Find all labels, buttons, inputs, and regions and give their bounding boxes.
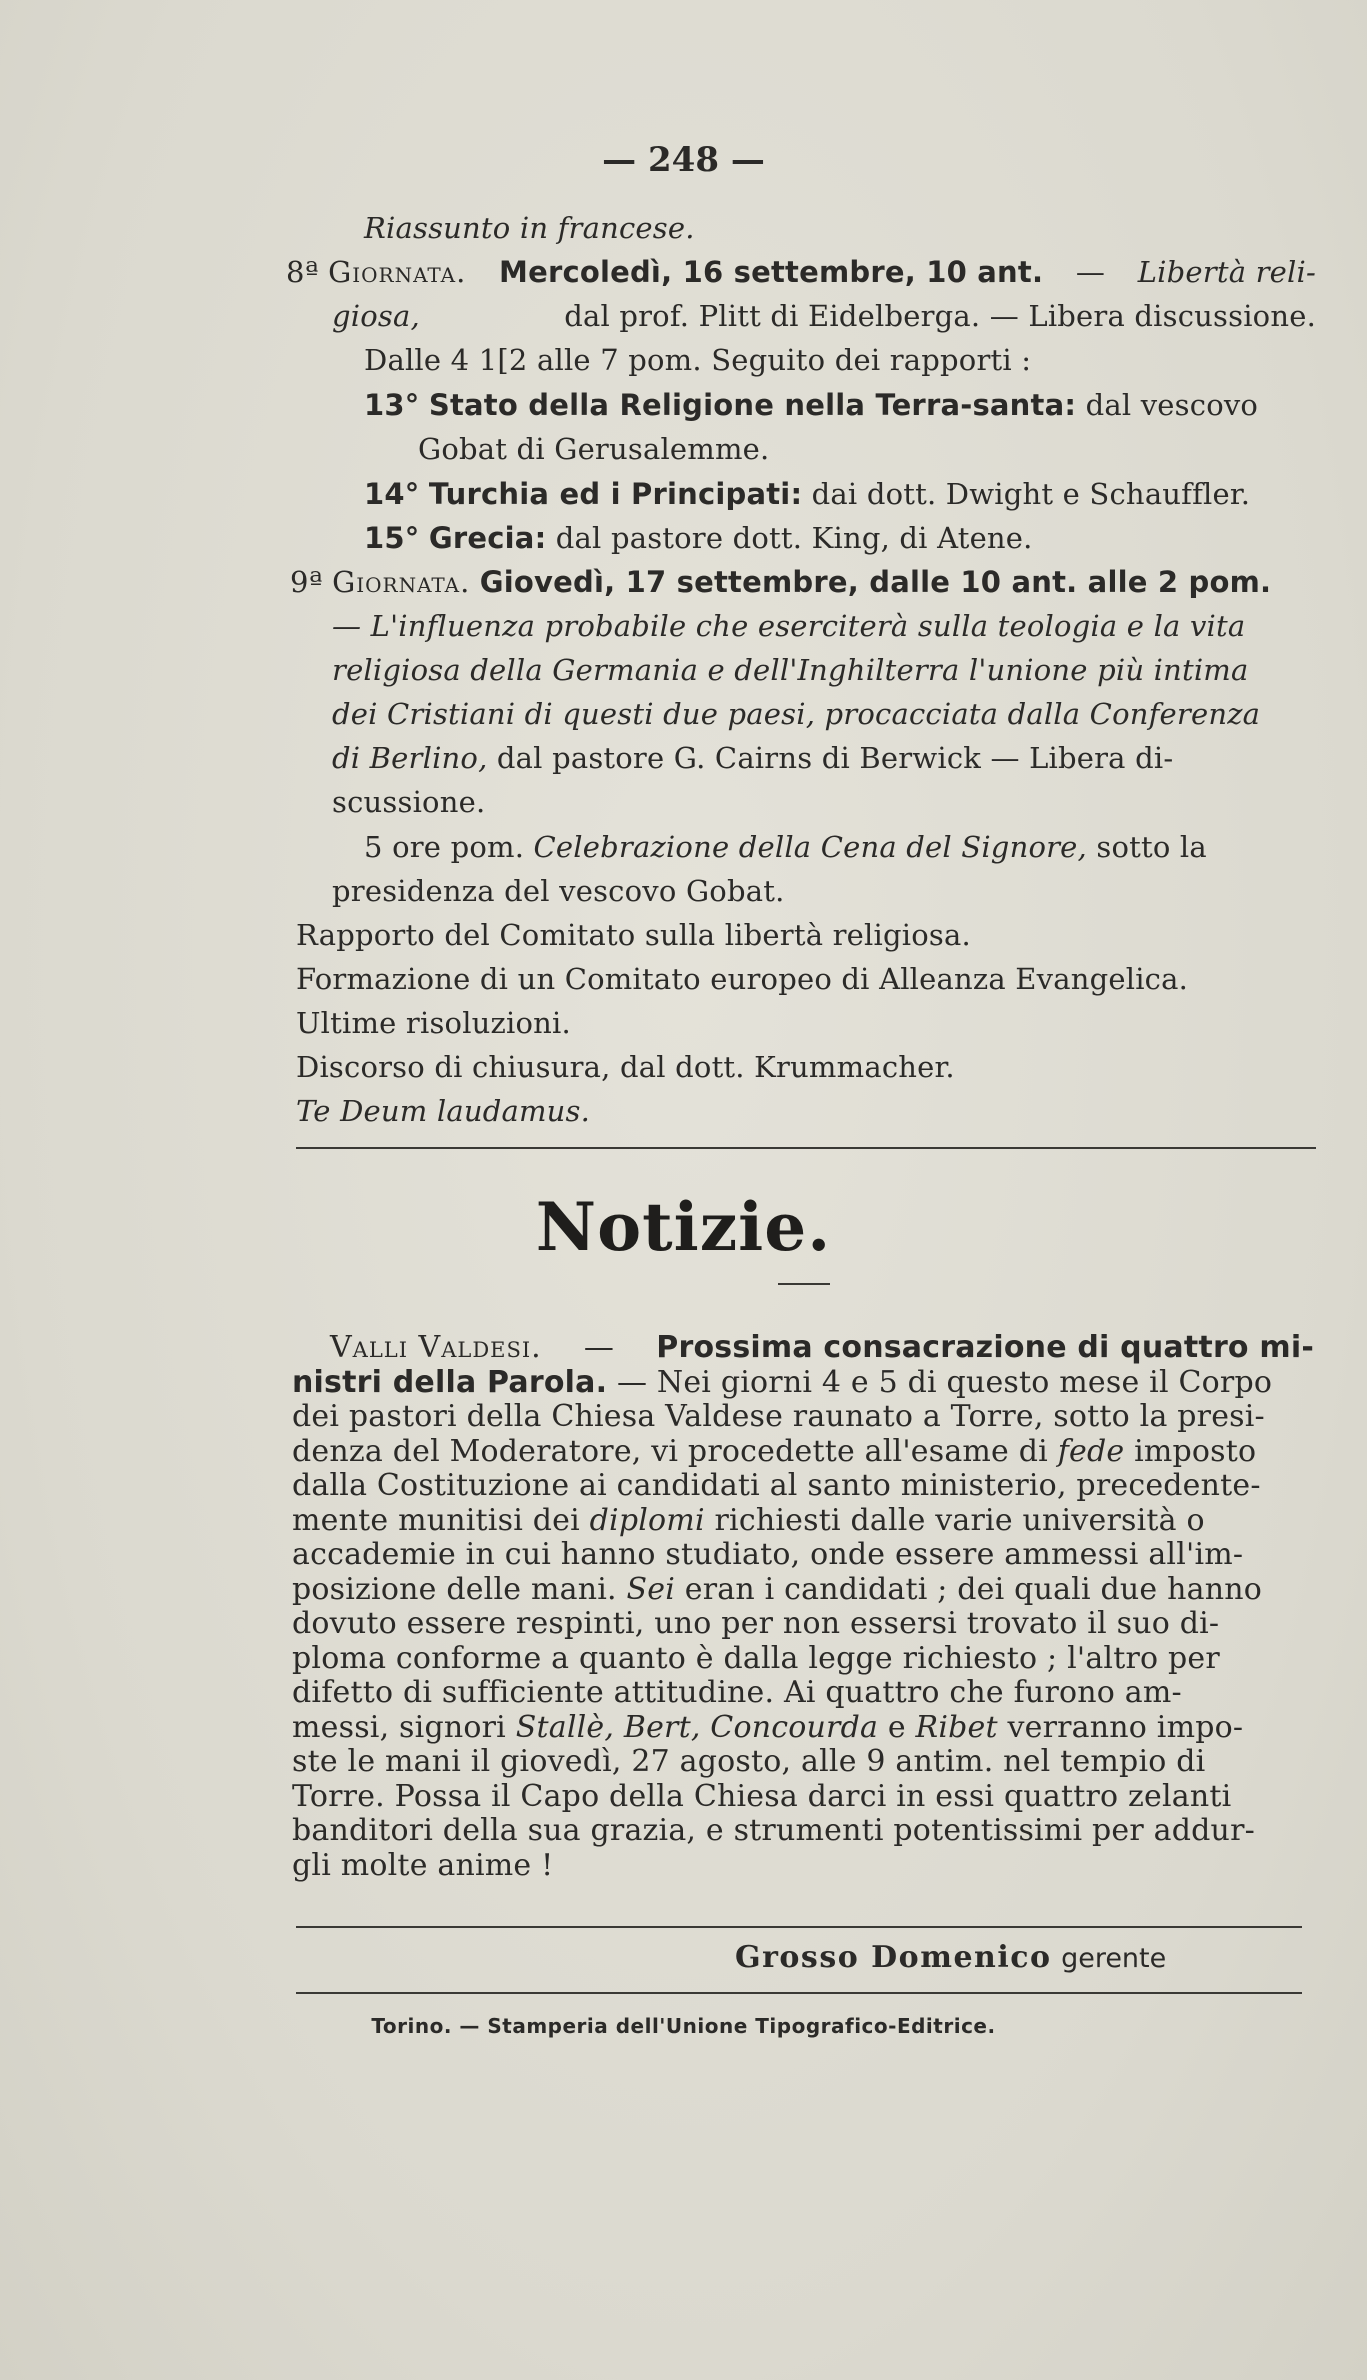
program-line-influence-3: dei Cristiani di questi due paesi, procacciata dalla Conferenza bbox=[332, 697, 1261, 731]
program-line-report: Rapporto del Comitato sulla libertà religiosa. bbox=[296, 918, 971, 952]
news-line-16: gli molte anime ! bbox=[292, 1848, 554, 1883]
news-line-14: Torre. Possa il Capo della Chiesa darci in essi quattro zelanti bbox=[292, 1779, 1232, 1814]
report-13: 13° Stato della Religione nella Terra-santa: dal vescovo bbox=[364, 388, 1259, 422]
program-line-day8: 8ª Giornata. Mercoledì, 16 settembre, 10 ant. — Libertà reli- bbox=[286, 252, 1316, 292]
news-line-12: messi, signori Stallè, Bert, Concourda e Ribet verranno impo- bbox=[292, 1710, 1244, 1745]
program-line-supper: 5 ore pom. Celebrazione della Cena del Signore, sotto la bbox=[364, 830, 1207, 864]
program-line-supper-2: presidenza del vescovo Gobat. bbox=[332, 874, 785, 908]
day-topic: Libertà reli- bbox=[1137, 255, 1316, 289]
footer-rule-top bbox=[296, 1926, 1302, 1928]
program-line-influence-2: religiosa della Germania e dell'Inghilterra l'unione più intima bbox=[332, 653, 1249, 687]
printer-imprint: Torino. — Stamperia dell'Unione Tipografico-Editrice. bbox=[371, 2014, 996, 2038]
program-line-afternoon: Dalle 4 1[2 alle 7 pom. Seguito dei rapporti : bbox=[364, 343, 1032, 377]
program-line-day9: 9ª Giornata. Giovedì, 17 settembre, dalle 10 ant. alle 2 pom. bbox=[290, 565, 1272, 599]
page-number: — 248 — bbox=[602, 140, 765, 180]
program-line-resolutions: Ultime risoluzioni. bbox=[296, 1006, 571, 1040]
editor-signature: Grosso Domenico gerente bbox=[735, 1940, 1167, 1975]
section-divider bbox=[296, 1147, 1316, 1149]
program-line-influence: — L'influenza probabile che eserciterà sulla teologia e la vita bbox=[332, 609, 1246, 643]
program-line-day8-cont: giosa, dal prof. Plitt di Eidelberga. — Libera discussione. bbox=[332, 299, 1316, 333]
news-line-11: difetto di sufficiente attitudine. Ai quattro che furono am- bbox=[292, 1675, 1182, 1710]
news-line-4: denza del Moderatore, vi procedette all'esame di fede imposto bbox=[292, 1434, 1257, 1469]
day-label: Giornata. bbox=[328, 255, 467, 289]
news-line-8: posizione delle mani. Sei eran i candidati ; dei quali due hanno bbox=[292, 1572, 1263, 1607]
news-line-3: dei pastori della Chiesa Valdese raunato a Torre, sotto la presi- bbox=[292, 1399, 1265, 1434]
report-15: 15° Grecia: dal pastore dott. King, di Atene. bbox=[364, 521, 1033, 555]
program-line-te-deum: Te Deum laudamus. bbox=[296, 1094, 591, 1128]
day-number: 8ª bbox=[286, 255, 319, 289]
news-line-15: banditori della sua grazia, e strumenti potentissimi per addur- bbox=[292, 1813, 1255, 1848]
news-line-10: ploma conforme a quanto è dalla legge richiesto ; l'altro per bbox=[292, 1641, 1220, 1676]
footer-rule-bottom bbox=[296, 1992, 1302, 1994]
news-line-13: ste le mani il giovedì, 27 agosto, alle 9 antim. nel tempio di bbox=[292, 1744, 1206, 1779]
news-line-1: Valli Valdesi. — Prossima consacrazione di quattro mi- bbox=[330, 1330, 1314, 1365]
news-line-2: nistri della Parola. — Nei giorni 4 e 5 di questo mese il Corpo bbox=[292, 1365, 1273, 1400]
report-13-cont: Gobat di Gerusalemme. bbox=[418, 432, 770, 466]
news-line-6: mente munitisi dei diplomi richiesti dalle varie università o bbox=[292, 1503, 1205, 1538]
program-line-closing: Discorso di chiusura, dal dott. Krummacher. bbox=[296, 1050, 955, 1084]
program-line-influence-4: di Berlino, dal pastore G. Cairns di Berwick — Libera di- bbox=[332, 741, 1174, 775]
news-line-7: accademie in cui hanno studiato, onde essere ammessi all'im- bbox=[292, 1537, 1244, 1572]
day-date: Mercoledì, 16 settembre, 10 ant. bbox=[499, 255, 1044, 289]
news-line-9: dovuto essere respinti, uno per non essersi trovato il suo di- bbox=[292, 1606, 1220, 1641]
news-line-5: dalla Costituzione ai candidati al santo ministerio, precedente- bbox=[292, 1468, 1261, 1503]
program-line-committee: Formazione di un Comitato europeo di Alleanza Evangelica. bbox=[296, 962, 1189, 996]
program-line-summary: Riassunto in francese. bbox=[364, 211, 695, 245]
notizie-heading: Notizie. bbox=[535, 1188, 832, 1266]
program-line-influence-5: scussione. bbox=[332, 785, 486, 819]
report-14: 14° Turchia ed i Principati: dai dott. Dwight e Schauffler. bbox=[364, 477, 1251, 511]
heading-underline bbox=[778, 1283, 830, 1285]
